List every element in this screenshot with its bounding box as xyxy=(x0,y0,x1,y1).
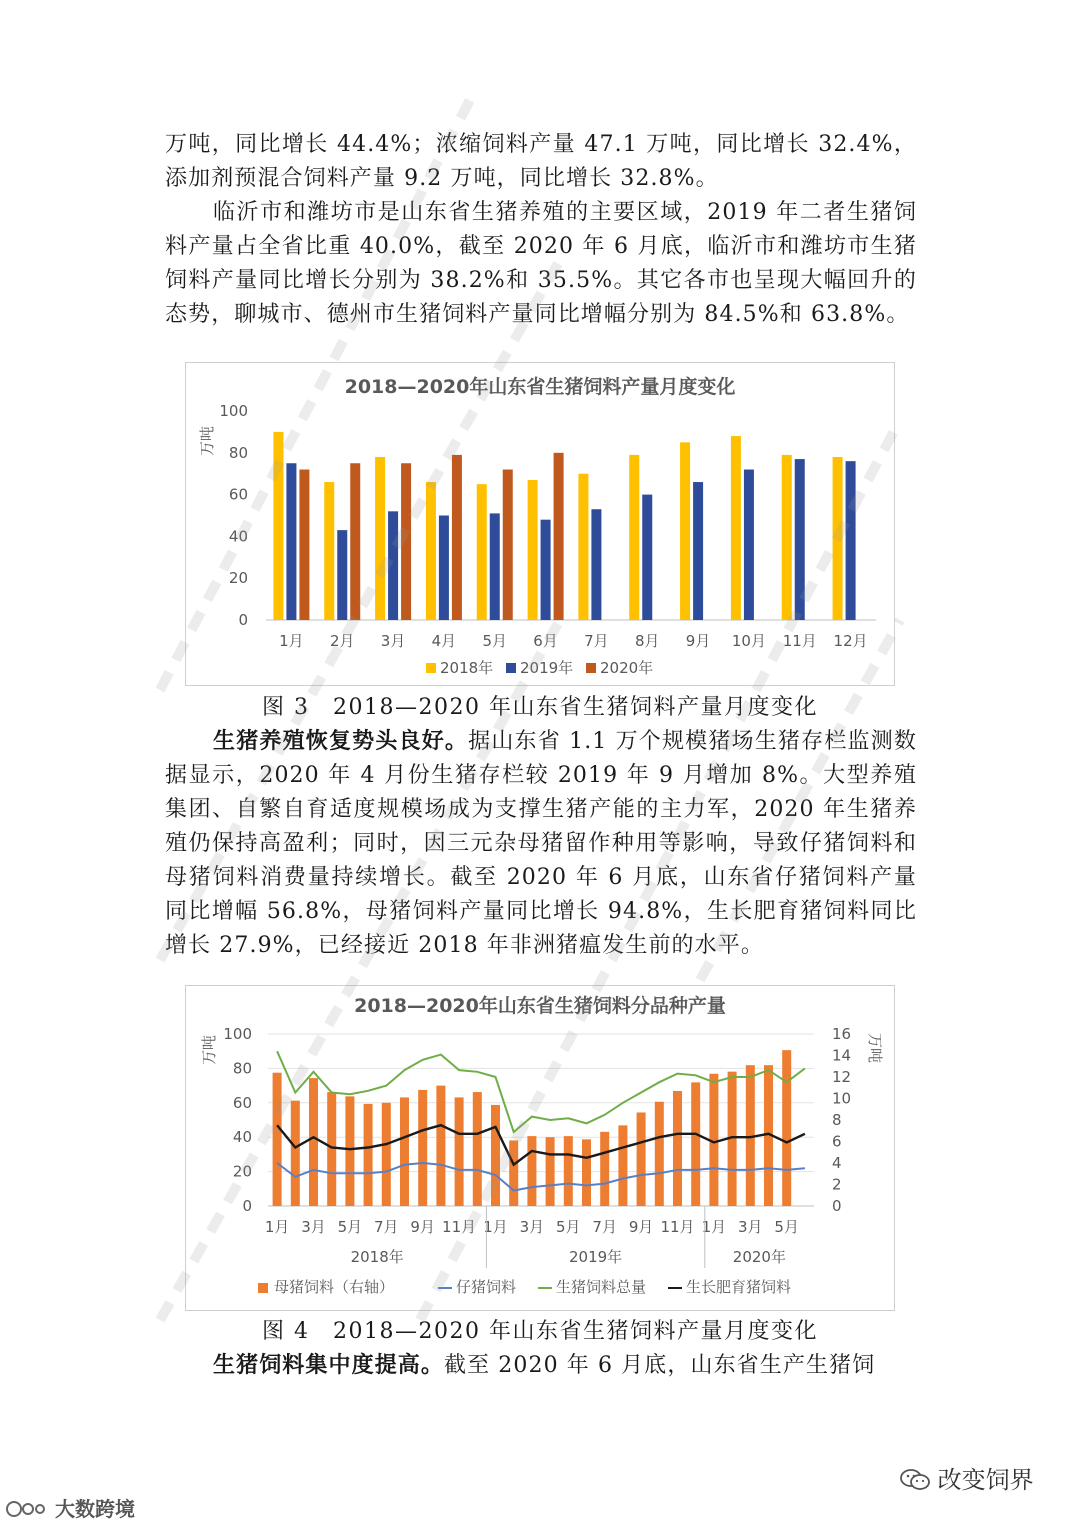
x-tick-label: 1月 xyxy=(279,632,304,650)
x-tick-label: 5月 xyxy=(556,1218,581,1236)
paragraph-concentration xyxy=(165,1348,917,1383)
bar-sow-feed xyxy=(691,1082,700,1206)
legend-swatch xyxy=(586,663,596,673)
bar-sow-feed xyxy=(309,1078,318,1206)
line-生长肥育猪饲料 xyxy=(277,1125,805,1165)
bar-sow-feed xyxy=(455,1097,464,1206)
y-tick-label: 0 xyxy=(238,611,248,629)
x-tick-label: 3月 xyxy=(380,632,406,650)
corner-brand xyxy=(6,1493,135,1522)
line-生猪饲料总量 xyxy=(277,1051,805,1132)
bar-sow-feed xyxy=(618,1125,627,1206)
bar-2020年-3月 xyxy=(401,463,411,620)
legend-entry: 母猪饲料（右轴） xyxy=(274,1278,395,1296)
bar-2019年-3月 xyxy=(388,511,398,620)
paragraph-continued: 万吨，同比增长 44.4%；浓缩饲料产量 47.1 万吨，同比增长 32.4%，添加剂预混合饲料产量 9.2 万吨，同比增长 32.8%。 xyxy=(165,132,917,191)
bar-2018年-7月 xyxy=(578,474,588,620)
bar-sow-feed xyxy=(436,1086,445,1206)
y-tick-label: 40 xyxy=(228,527,248,546)
bar-sow-feed xyxy=(418,1090,427,1206)
bar-2018年-9月 xyxy=(680,442,690,620)
paragraph-recovery-body: 据山东省 1.1 万个规模猪场生猪存栏监测数据显示，2020 年 4 月份生猪存栏较 2019 年 9 月增加 8%。大型养殖集团、自繁自育适度规模场成为支撑生猪产能的主力军，2020 年生猪养殖仍保持高盈利；同时，因三元杂母猪留作种用等影响，导致仔猪饲料和母猪饲料消费量持续增长。截至 2020 年 6 月底，山东省仔猪饲料产量同比增幅 56.8%，母猪饲料产量同比增长 94.8%，生长肥育猪饲料同比增长 27.9%，已经接近 2018 年非洲猪瘟发生前的水平。 xyxy=(165,729,917,958)
bar-sow-feed xyxy=(382,1103,391,1206)
bar-2018年-5月 xyxy=(477,484,487,620)
y-tick-label-left: 0 xyxy=(242,1197,252,1215)
x-tick-label: 2月 xyxy=(329,632,355,650)
x-tick-label: 9月 xyxy=(628,1218,654,1236)
bar-sow-feed xyxy=(491,1105,500,1206)
bar-sow-feed xyxy=(364,1104,373,1206)
bar-sow-feed xyxy=(527,1136,536,1206)
bar-sow-feed xyxy=(673,1091,682,1206)
y-tick-label: 20 xyxy=(228,569,248,588)
y-tick-label-left: 20 xyxy=(232,1162,252,1181)
y-axis-label: 万吨 xyxy=(198,425,216,457)
bar-2019年-5月 xyxy=(490,513,500,620)
bar-sow-feed xyxy=(564,1136,573,1206)
x-tick-label: 9月 xyxy=(685,632,711,650)
bar-2020年-4月 xyxy=(452,455,462,620)
bar-2019年-9月 xyxy=(693,482,703,620)
chart-monthly-output xyxy=(185,362,895,686)
bar-2020年-6月 xyxy=(554,453,564,620)
bar-sow-feed xyxy=(655,1102,664,1206)
line-仔猪饲料 xyxy=(277,1163,805,1191)
bar-2019年-10月 xyxy=(744,470,754,620)
y-tick-label-right: 12 xyxy=(832,1068,852,1086)
legend-entry: 2019年 xyxy=(520,659,574,677)
bar-2019年-2月 xyxy=(337,530,347,620)
y-tick-label-left: 40 xyxy=(232,1128,252,1147)
legend-entry: 生猪饲料总量 xyxy=(556,1278,647,1296)
bar-2018年-4月 xyxy=(426,482,436,620)
bar-2019年-12月 xyxy=(846,461,856,620)
y-tick-label-right: 10 xyxy=(832,1089,852,1108)
bar-sow-feed xyxy=(637,1112,646,1206)
bar-2018年-2月 xyxy=(324,482,334,620)
chart-by-variety xyxy=(185,985,895,1311)
y-tick-label: 100 xyxy=(219,402,248,420)
bar-2019年-8月 xyxy=(642,495,652,620)
bar-2018年-10月 xyxy=(731,436,741,620)
wechat-icon xyxy=(900,1469,930,1491)
bar-sow-feed xyxy=(291,1101,300,1206)
bar-2019年-11月 xyxy=(795,459,805,620)
y-tick-label-right: 14 xyxy=(832,1046,852,1065)
y-axis-label-left: 万吨 xyxy=(200,1034,218,1066)
paragraph-linyi-weifang: 临沂市和潍坊市是山东省生猪养殖的主要区域，2019 年二者生猪饲料产量占全省比重 40.0%，截至 2020 年 6 月底，临沂市和潍坊市生猪饲料产量同比增长分别为 38.2%和 35.5%。其它各市也呈现大幅回升的态势，聊城市、德州市生猪饲料产量同比增幅分别为 84.5%和 63.8%。 xyxy=(165,200,917,327)
chart-by-variety-svg xyxy=(186,986,894,1310)
x-tick-label: 3月 xyxy=(738,1218,763,1236)
bar-2018年-12月 xyxy=(833,457,843,620)
bar-2018年-1月 xyxy=(273,432,283,620)
x-tick-label: 11月 xyxy=(660,1218,695,1236)
y-tick-label-right: 4 xyxy=(832,1154,842,1172)
bar-sow-feed xyxy=(400,1097,409,1206)
y-tick-label-left: 80 xyxy=(232,1059,252,1078)
legend-entry: 仔猪饲料 xyxy=(456,1278,517,1296)
y-tick-label-left: 60 xyxy=(232,1093,252,1112)
x-tick-label: 7月 xyxy=(374,1218,399,1236)
x-tick-label: 10月 xyxy=(731,632,766,650)
legend-swatch xyxy=(426,663,436,673)
x-tick-label: 5月 xyxy=(337,1218,363,1236)
paragraph-concentration-body: 截至 2020 年 6 月底，山东省生产生猪饲 xyxy=(444,1353,876,1378)
x-tick-label: 11月 xyxy=(782,632,817,650)
chart-title: 2018—2020年山东省生猪饲料产量月度变化 xyxy=(344,376,736,398)
bar-sow-feed xyxy=(546,1137,555,1206)
x-tick-label: 3月 xyxy=(301,1218,326,1236)
x-tick-label: 9月 xyxy=(410,1218,435,1236)
x-tick-label: 1月 xyxy=(701,1218,727,1236)
y-axis-label-right: 万吨 xyxy=(866,1032,884,1064)
figure-4-caption: 图 4 2018—2020 年山东省生猪饲料产量月度变化 xyxy=(262,1319,818,1344)
paragraph-recovery-lead: 生猪养殖恢复势头良好。 xyxy=(213,728,469,754)
legend-swatch xyxy=(258,1283,268,1293)
bar-2020年-1月 xyxy=(299,470,309,620)
y-tick-label-right: 0 xyxy=(832,1197,842,1215)
wechat-brand-label: 改变饲界 xyxy=(937,1466,1034,1494)
x-tick-label: 12月 xyxy=(833,632,868,650)
bar-sow-feed xyxy=(345,1096,354,1206)
x-tick-label: 3月 xyxy=(519,1218,545,1236)
bar-2019年-7月 xyxy=(591,509,601,620)
x-tick-label: 4月 xyxy=(431,632,457,650)
y-tick-label-right: 6 xyxy=(832,1132,842,1151)
bar-sow-feed xyxy=(509,1140,518,1206)
x-tick-label: 7月 xyxy=(592,1218,617,1236)
chart-monthly-output-svg xyxy=(186,363,894,685)
y-tick-label-right: 2 xyxy=(832,1175,842,1194)
legend-swatch xyxy=(506,663,516,673)
bar-2019年-4月 xyxy=(439,516,449,621)
bar-sow-feed xyxy=(273,1073,282,1206)
bar-sow-feed xyxy=(600,1132,609,1206)
bar-sow-feed xyxy=(782,1050,791,1206)
y-tick-label-right: 8 xyxy=(832,1111,842,1129)
x-tick-label: 6月 xyxy=(533,632,558,650)
corner-logo-icon xyxy=(6,1499,48,1519)
x-tick-label: 1月 xyxy=(264,1218,290,1236)
legend-entry: 2018年 xyxy=(440,659,494,677)
x-tick-label: 8月 xyxy=(634,632,660,650)
bar-2019年-6月 xyxy=(541,520,551,620)
bar-2018年-8月 xyxy=(629,455,639,620)
wechat-brand xyxy=(900,1460,1034,1495)
y-tick-label: 80 xyxy=(228,443,248,462)
bar-2018年-11月 xyxy=(782,455,792,620)
x-tick-label: 5月 xyxy=(482,632,508,650)
paragraph-recovery xyxy=(165,724,917,963)
bar-2019年-1月 xyxy=(286,463,296,620)
legend-entry: 生长肥育猪饲料 xyxy=(686,1278,792,1296)
x-tick-label: 5月 xyxy=(774,1218,799,1236)
y-tick-label-right: 16 xyxy=(832,1025,852,1043)
bar-sow-feed xyxy=(582,1139,591,1206)
corner-brand-label: 大数跨境 xyxy=(54,1497,135,1521)
x-tick-label: 1月 xyxy=(483,1218,508,1236)
y-tick-label: 60 xyxy=(228,485,248,504)
paragraph-concentration-lead: 生猪饲料集中度提高。 xyxy=(213,1352,445,1378)
bar-2020年-2月 xyxy=(350,463,360,620)
chart-title: 2018—2020年山东省生猪饲料分品种产量 xyxy=(354,995,726,1017)
figure-3-caption: 图 3 2018—2020 年山东省生猪饲料产量月度变化 xyxy=(262,695,818,720)
year-label: 2020年 xyxy=(732,1248,786,1266)
y-tick-label-left: 100 xyxy=(223,1025,252,1043)
year-label: 2018年 xyxy=(350,1248,404,1266)
bar-sow-feed xyxy=(473,1092,482,1206)
legend-entry: 2020年 xyxy=(600,659,654,677)
bar-sow-feed xyxy=(327,1092,336,1206)
bar-2020年-5月 xyxy=(503,470,513,620)
year-label: 2019年 xyxy=(569,1248,623,1266)
bar-2018年-3月 xyxy=(375,457,385,620)
x-tick-label: 11月 xyxy=(442,1218,477,1236)
x-tick-label: 7月 xyxy=(584,632,609,650)
bar-2018年-6月 xyxy=(528,480,538,620)
